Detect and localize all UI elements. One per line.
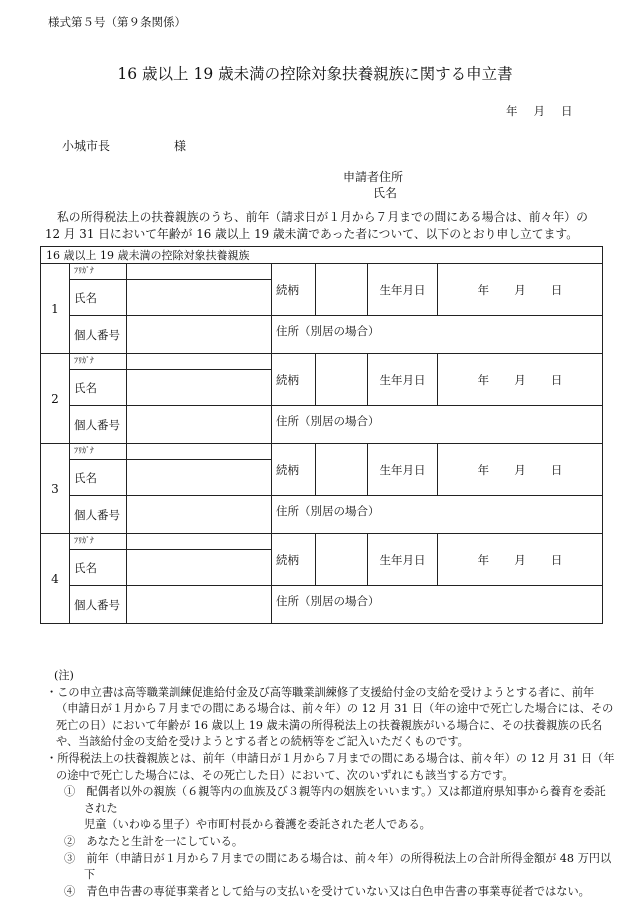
date-year-label: 年 xyxy=(506,104,518,118)
furigana-label: ﾌﾘｶﾞﾅ xyxy=(70,354,127,370)
table-caption: 16 歳以上 19 歳未満の控除対象扶養親族 xyxy=(41,247,603,264)
form-number: 様式第５号（第９条関係） xyxy=(48,15,186,29)
individual-number-label: 個人番号 xyxy=(70,496,127,534)
note-item-1-cont: 児童（いわゆる里子）や市町村長から養護を委託された老人である。 xyxy=(84,818,431,832)
row-number: 2 xyxy=(41,354,70,444)
applicant-name-label: 氏名 xyxy=(373,186,398,200)
birthdate-label: 生年月日 xyxy=(368,264,438,316)
row-number: 1 xyxy=(41,264,70,354)
furigana-field[interactable] xyxy=(127,354,272,370)
name-label: 氏名 xyxy=(70,370,127,406)
row-number: 3 xyxy=(41,444,70,534)
address-field[interactable]: 住所（別居の場合） xyxy=(272,316,603,354)
relationship-label: 続柄 xyxy=(272,354,316,406)
furigana-field[interactable] xyxy=(127,444,272,460)
birthdate-label: 生年月日 xyxy=(368,354,438,406)
individual-number-label: 個人番号 xyxy=(70,586,127,624)
relationship-label: 続柄 xyxy=(272,534,316,586)
notes-heading: (注) xyxy=(54,669,74,682)
furigana-label: ﾌﾘｶﾞﾅ xyxy=(70,264,127,280)
furigana-label: ﾌﾘｶﾞﾅ xyxy=(70,444,127,460)
name-field[interactable] xyxy=(127,550,272,586)
dependents-table xyxy=(40,246,603,624)
birthdate-label: 生年月日 xyxy=(368,534,438,586)
intro-text xyxy=(45,209,605,243)
applicant-address-label: 申請者住所 xyxy=(343,170,404,184)
relationship-field[interactable] xyxy=(316,264,368,316)
address-field[interactable]: 住所（別居の場合） xyxy=(272,586,603,624)
birthdate-field[interactable]: 年 月 日 xyxy=(438,534,603,586)
address-field[interactable]: 住所（別居の場合） xyxy=(272,496,603,534)
individual-number-field[interactable] xyxy=(127,316,272,354)
individual-number-field[interactable] xyxy=(127,496,272,534)
individual-number-label: 個人番号 xyxy=(70,316,127,354)
relationship-label: 続柄 xyxy=(272,264,316,316)
note-item-2: ② あなたと生計を一にしている。 xyxy=(64,834,244,848)
name-label: 氏名 xyxy=(70,550,127,586)
addressee-honorific: 様 xyxy=(174,139,187,153)
notes-section xyxy=(46,668,616,900)
individual-number-field[interactable] xyxy=(127,586,272,624)
individual-number-label: 個人番号 xyxy=(70,406,127,444)
furigana-field[interactable] xyxy=(127,534,272,550)
note-item-4: ④ 青色申告書の専従事業者として給与の支払いを受けていない又は白色申告書の事業専従者ではない。 xyxy=(64,884,590,898)
address-field[interactable]: 住所（別居の場合） xyxy=(272,406,603,444)
furigana-field[interactable] xyxy=(127,264,272,280)
individual-number-field[interactable] xyxy=(127,406,272,444)
note-item-1: ① 配偶者以外の親族（６親等内の血族及び３親等内の姻族をいいます。）又は都道府県知事から養育を委託された xyxy=(64,785,606,815)
relationship-label: 続柄 xyxy=(272,444,316,496)
note-bullet-1: ・この申立書は高等職業訓練促進給付金及び高等職業訓練修了支援給付金の支給を受けようとする者に、前年（申請日が１月から７月までの間にある場合は、前々年）の 12 月 31 日（年の途中で死亡した場合には、その死亡の日）において年齢が 16 歳以上 19 歳未満の所得税法上の扶養親族がいる場合に、その扶養親族の氏名や、当該給付金の支給を受けようとする者との続柄等をご記入いただくものです。 xyxy=(46,685,614,749)
addressee-name: 小城市長 xyxy=(62,139,111,153)
date-day-label: 日 xyxy=(561,104,573,118)
furigana-label: ﾌﾘｶﾞﾅ xyxy=(70,534,127,550)
note-bullet-2: ・所得税法上の扶養親族とは、前年（申請日が１月から７月までの間にある場合は、前々年）の 12 月 31 日（年の途中で死亡した場合には、その死亡した日）において、次のいずれにも該当する方です。 xyxy=(46,751,615,782)
intro-paragraph: 私の所得税法上の扶養親族のうち、前年（請求日が１月から７月までの間にある場合は、前々年）の 12 月 31 日において年齢が 16 歳以上 19 歳未満であった者について、以下のとおり申し立てます。 xyxy=(45,210,588,241)
name-label: 氏名 xyxy=(70,460,127,496)
name-field[interactable] xyxy=(127,460,272,496)
date-line xyxy=(506,103,573,119)
relationship-field[interactable] xyxy=(316,534,368,586)
page-title: 16 歳以上 19 歳未満の控除対象扶養親族に関する申立書 xyxy=(117,65,513,83)
birthdate-field[interactable]: 年 月 日 xyxy=(438,444,603,496)
name-field[interactable] xyxy=(127,280,272,316)
relationship-field[interactable] xyxy=(316,354,368,406)
birthdate-label: 生年月日 xyxy=(368,444,438,496)
birthdate-field[interactable]: 年 月 日 xyxy=(438,354,603,406)
date-month-label: 月 xyxy=(533,104,545,118)
note-item-3: ③ 前年（申請日が１月から７月までの間にある場合は、前々年）の所得税法上の合計所得金額が 48 万円以下 xyxy=(64,851,612,882)
name-label: 氏名 xyxy=(70,280,127,316)
name-field[interactable] xyxy=(127,370,272,406)
addressee xyxy=(62,137,186,154)
birthdate-field[interactable]: 年 月 日 xyxy=(438,264,603,316)
relationship-field[interactable] xyxy=(316,444,368,496)
row-number: 4 xyxy=(41,534,70,624)
